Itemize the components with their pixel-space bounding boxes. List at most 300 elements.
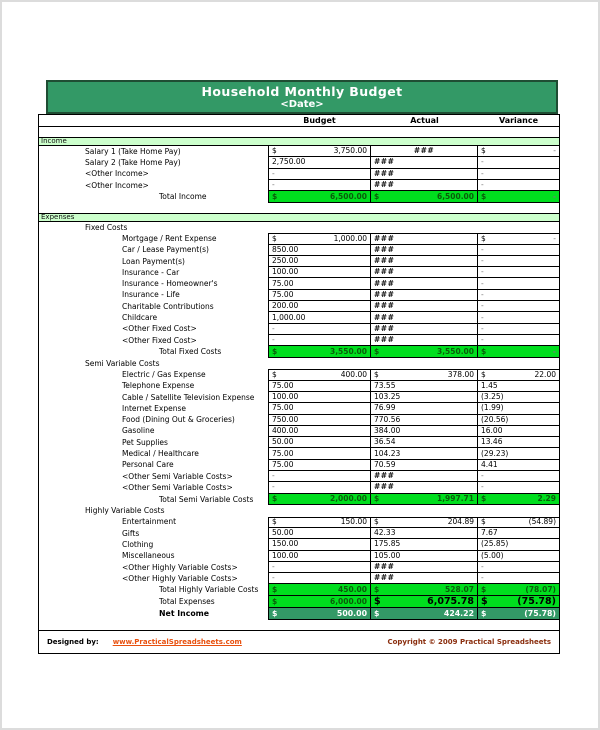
spacer-row (39, 127, 559, 137)
cell-value: 2.29 (537, 494, 556, 503)
title-block (46, 80, 558, 114)
table-row (39, 415, 559, 426)
cell-value: 105.00 (374, 550, 401, 560)
cell-value: 175.85 (374, 539, 401, 549)
budget-cell (268, 191, 371, 203)
actual-cell (371, 278, 478, 289)
row-label: Total Semi Variable Costs (159, 494, 254, 504)
cell-value: 22.00 (534, 369, 556, 379)
table-row (39, 267, 559, 278)
cell-value: - (272, 471, 275, 481)
cell-value: - (272, 168, 275, 178)
actual-cell (371, 392, 478, 403)
cell-value: (75.78) (517, 595, 556, 607)
actual-cell (371, 517, 478, 528)
cell-value: - (481, 289, 484, 299)
table-row (39, 233, 559, 244)
cell-value: 2,000.00 (329, 494, 367, 503)
dollar-sign: $ (374, 517, 379, 527)
cell-value: 1,000.00 (272, 312, 306, 322)
dollar-sign: $ (481, 233, 486, 243)
cell-value: 75.00 (272, 278, 294, 288)
group-label-row (39, 358, 559, 369)
table-row (39, 169, 559, 180)
dollar-sign: $ (272, 584, 278, 594)
cell-value: - (272, 180, 275, 190)
cell-value: 100.00 (272, 392, 299, 402)
table-row (39, 180, 559, 191)
budget-cell (268, 290, 371, 301)
actual-cell (371, 448, 478, 459)
table-row (39, 539, 559, 550)
cell-value: - (481, 562, 484, 572)
variance-cell (478, 551, 559, 562)
budget-cell (268, 324, 371, 335)
budget-table (38, 114, 560, 654)
cell-value: ### (374, 312, 395, 322)
cell-value: 3,750.00 (333, 146, 367, 156)
section-header-row (39, 137, 559, 146)
actual-cell (371, 426, 478, 437)
cell-value: (5.00) (481, 550, 504, 560)
budget-cell (268, 528, 371, 539)
variance-cell (478, 584, 559, 596)
budget-cell (268, 346, 371, 358)
cell-value: 73.55 (374, 380, 396, 390)
row-label: Loan Payment(s) (122, 256, 185, 266)
variance-cell (478, 562, 559, 573)
variance-cell (478, 482, 559, 493)
row-label: <Other Highly Variable Costs> (122, 562, 238, 572)
cell-value: - (552, 191, 556, 201)
column-header-actual: Actual (410, 116, 439, 125)
cell-value: (75.78) (524, 608, 556, 618)
budget-cell (268, 448, 371, 459)
actual-cell (371, 191, 478, 203)
budget-cell (268, 494, 371, 506)
actual-cell (371, 415, 478, 426)
actual-cell (371, 256, 478, 267)
total-row (39, 191, 559, 203)
variance-cell (478, 245, 559, 256)
cell-value: 1.45 (481, 380, 498, 390)
row-label: Telephone Expense (122, 381, 195, 391)
row-label: <Other Semi Variable Costs> (122, 471, 233, 481)
cell-value: ### (374, 573, 395, 583)
cell-value: 70.59 (374, 459, 396, 469)
footer-left (47, 638, 242, 646)
actual-cell (371, 290, 478, 301)
table-row (39, 460, 559, 471)
page-title: Household Monthly Budget (201, 83, 403, 99)
cell-value: 204.89 (447, 517, 474, 527)
cell-value: - (272, 482, 275, 492)
budget-cell (268, 596, 371, 608)
row-label: <Other Income> (85, 180, 149, 190)
row-label: Insurance - Car (122, 267, 180, 277)
variance-cell (478, 460, 559, 471)
cell-value: 76.99 (374, 403, 396, 413)
row-label: Salary 1 (Take Home Pay) (85, 146, 181, 156)
budget-cell (268, 562, 371, 573)
row-label: Entertainment (122, 517, 177, 527)
budget-cell (268, 437, 371, 448)
section-label: Expenses (41, 212, 75, 221)
row-label: Mortgage / Rent Expense (122, 233, 217, 243)
budget-cell (268, 301, 371, 312)
variance-cell (478, 256, 559, 267)
dollar-sign: $ (272, 369, 277, 379)
variance-cell (478, 369, 559, 380)
row-label: Highly Variable Costs (85, 507, 165, 516)
dollar-sign: $ (272, 191, 278, 201)
cell-value: 528.07 (445, 584, 474, 594)
cell-value: - (481, 573, 484, 583)
cell-value: 16.00 (481, 425, 503, 435)
table-row (39, 573, 559, 584)
row-label: <Other Highly Variable Costs> (122, 573, 238, 583)
cell-value: 150.00 (272, 539, 299, 549)
practicalspreadsheets-link[interactable]: www.PracticalSpreadsheets.com (112, 638, 242, 647)
actual-cell (371, 301, 478, 312)
column-header-variance: Variance (498, 116, 539, 125)
dollar-sign: $ (272, 596, 278, 606)
cell-value: (20.56) (481, 414, 509, 424)
budget-cell (268, 608, 371, 620)
cell-value: 103.25 (374, 392, 401, 402)
table-row (39, 528, 559, 539)
actual-cell (371, 312, 478, 323)
table-row (39, 551, 559, 562)
budget-cell (268, 157, 371, 168)
row-label: <Other Semi Variable Costs> (122, 482, 233, 492)
variance-cell (478, 596, 559, 608)
total-row (39, 494, 559, 506)
variance-cell (478, 471, 559, 482)
group-label-row (39, 505, 559, 516)
cell-value: 42.33 (374, 528, 396, 538)
table-row (39, 437, 559, 448)
cell-value: (25.85) (481, 539, 509, 549)
variance-cell (478, 426, 559, 437)
cell-value: ### (374, 157, 395, 167)
table-row (39, 157, 559, 168)
cell-value: 3,550.00 (329, 346, 367, 356)
budget-cell (268, 335, 371, 346)
cell-value: - (481, 312, 484, 322)
table-row (39, 482, 559, 493)
cell-value: - (272, 335, 275, 345)
cell-value: 750.00 (272, 414, 299, 424)
dollar-sign: $ (374, 584, 380, 594)
cell-value: 400.00 (272, 425, 299, 435)
table-row (39, 245, 559, 256)
budget-cell (268, 233, 371, 244)
dollar-sign: $ (481, 346, 487, 356)
table-row (39, 335, 559, 346)
cell-value: 3,550.00 (436, 346, 474, 356)
row-label: Semi Variable Costs (85, 359, 160, 368)
group-label-row (39, 222, 559, 233)
actual-cell (371, 528, 478, 539)
row-label: Internet Expense (122, 403, 186, 413)
cell-value: 200.00 (272, 301, 299, 311)
budget-cell (268, 169, 371, 180)
cell-value: 770.56 (374, 414, 401, 424)
actual-cell (371, 346, 478, 358)
cell-value: - (553, 146, 556, 156)
cell-value: - (481, 256, 484, 266)
row-label: Electric / Gas Expense (122, 369, 206, 379)
variance-cell (478, 233, 559, 244)
table-row (39, 256, 559, 267)
cell-value: (1.99) (481, 403, 504, 413)
actual-cell (371, 157, 478, 168)
cell-value: - (553, 233, 556, 243)
cell-value: - (272, 323, 275, 333)
dollar-sign: $ (481, 584, 487, 594)
budget-cell (268, 369, 371, 380)
budget-cell (268, 460, 371, 471)
cell-value: 75.00 (272, 459, 294, 469)
cell-value: 100.00 (272, 550, 299, 560)
table-row (39, 146, 559, 157)
net-income-row (39, 608, 559, 620)
table-row (39, 448, 559, 459)
cell-value: 75.00 (272, 289, 294, 299)
cell-value: ### (374, 233, 395, 243)
dollar-sign: $ (374, 191, 380, 201)
dollar-sign: $ (374, 369, 379, 379)
cell-value: ### (374, 335, 395, 345)
budget-cell (268, 312, 371, 323)
cell-value: 6,075.78 (427, 595, 474, 607)
dollar-sign: $ (374, 346, 380, 356)
dollar-sign: $ (481, 191, 487, 201)
variance-cell (478, 494, 559, 506)
variance-cell (478, 324, 559, 335)
budget-cell (268, 551, 371, 562)
budget-cell (268, 426, 371, 437)
table-row (39, 369, 559, 380)
cell-value: 50.00 (272, 437, 294, 447)
actual-cell (371, 584, 478, 596)
row-label: Net Income (159, 609, 210, 619)
table-row (39, 562, 559, 573)
cell-value: 75.00 (272, 403, 294, 413)
cell-value: ### (374, 301, 395, 311)
actual-cell (371, 369, 478, 380)
dollar-sign: $ (272, 517, 277, 527)
variance-cell (478, 573, 559, 584)
cell-value: ### (374, 244, 395, 254)
budget-cell (268, 381, 371, 392)
actual-cell (371, 146, 478, 157)
total-row (39, 596, 559, 608)
budget-cell (268, 573, 371, 584)
actual-cell (371, 169, 478, 180)
table-row (39, 324, 559, 335)
row-label: Insurance - Life (122, 290, 180, 300)
dollar-sign: $ (272, 494, 278, 503)
dollar-sign: $ (374, 608, 380, 618)
budget-cell (268, 471, 371, 482)
total-row (39, 584, 559, 596)
cell-value: 2,750.00 (272, 157, 306, 167)
row-label: Total Fixed Costs (159, 347, 222, 357)
variance-cell (478, 312, 559, 323)
cell-value: (3.25) (481, 392, 504, 402)
budget-cell (268, 180, 371, 191)
budget-cell (268, 415, 371, 426)
actual-cell (371, 437, 478, 448)
cell-value: (54.89) (528, 517, 556, 527)
cell-value: 50.00 (272, 528, 294, 538)
cell-value: ### (374, 267, 395, 277)
dollar-sign: $ (374, 494, 380, 503)
variance-cell (478, 415, 559, 426)
cell-value: (78.07) (525, 584, 556, 594)
cell-value: ### (374, 180, 395, 190)
cell-value: - (552, 346, 556, 356)
variance-cell (478, 437, 559, 448)
cell-value: - (272, 562, 275, 572)
row-label: <Other Fixed Cost> (122, 324, 197, 334)
row-label: Total Highly Variable Costs (159, 585, 259, 595)
cell-value: 500.00 (336, 608, 367, 618)
row-label: Childcare (122, 313, 158, 322)
variance-cell (478, 346, 559, 358)
variance-cell (478, 180, 559, 191)
cell-value: (29.23) (481, 448, 509, 458)
column-header-row (39, 114, 559, 127)
dollar-sign: $ (481, 608, 487, 618)
designed-by-label: Designed by: (47, 638, 99, 647)
dollar-sign: $ (481, 494, 487, 503)
table-row (39, 517, 559, 528)
cell-value: 378.00 (447, 369, 474, 379)
budget-cell (268, 267, 371, 278)
cell-value: - (481, 471, 484, 481)
cell-value: ### (413, 146, 435, 156)
cell-value: - (481, 157, 484, 167)
column-header-budget: Budget (303, 116, 336, 125)
cell-value: - (481, 244, 484, 254)
dollar-sign: $ (272, 146, 277, 156)
variance-cell (478, 403, 559, 414)
actual-cell (371, 403, 478, 414)
cell-value: 75.00 (272, 380, 294, 390)
cell-value: - (481, 323, 484, 333)
cell-value: ### (374, 471, 395, 481)
actual-cell (371, 573, 478, 584)
variance-cell (478, 528, 559, 539)
row-label: Cable / Satellite Television Expense (122, 392, 255, 402)
row-label: Gifts (122, 528, 140, 538)
cell-value: ### (374, 278, 395, 288)
cell-value: 13.46 (481, 437, 503, 447)
variance-cell (478, 191, 559, 203)
cell-value: 400.00 (340, 369, 367, 379)
cell-value: 450.00 (338, 584, 367, 594)
actual-cell (371, 324, 478, 335)
actual-cell (371, 551, 478, 562)
cell-value: - (481, 278, 484, 288)
cell-value: 6,000.00 (329, 596, 367, 606)
actual-cell (371, 471, 478, 482)
cell-value: ### (374, 323, 395, 333)
variance-cell (478, 517, 559, 528)
actual-cell (371, 180, 478, 191)
cell-value: - (481, 168, 484, 178)
column-header-spacer (39, 115, 268, 126)
dollar-sign: $ (272, 346, 278, 356)
actual-cell (371, 608, 478, 620)
cell-value: 250.00 (272, 256, 299, 266)
actual-cell (371, 233, 478, 244)
variance-cell (478, 392, 559, 403)
row-label: Salary 2 (Take Home Pay) (85, 157, 181, 167)
variance-cell (478, 608, 559, 620)
actual-cell (371, 596, 478, 608)
table-row (39, 426, 559, 437)
cell-value: 6,500.00 (329, 191, 367, 201)
spacer-row (39, 203, 559, 213)
budget-cell (268, 482, 371, 493)
actual-cell (371, 335, 478, 346)
row-label: Charitable Contributions (122, 301, 214, 311)
budget-cell (268, 584, 371, 596)
table-row (39, 403, 559, 414)
budget-cell (268, 403, 371, 414)
row-label: Miscellaneous (122, 551, 175, 561)
table-body (39, 127, 559, 630)
dollar-sign: $ (481, 517, 486, 527)
cell-value: ### (374, 289, 395, 299)
row-label: Car / Lease Payment(s) (122, 245, 209, 255)
row-label: Total Expenses (159, 597, 215, 607)
cell-value: 36.54 (374, 437, 396, 447)
variance-cell (478, 381, 559, 392)
variance-cell (478, 267, 559, 278)
budget-cell (268, 392, 371, 403)
budget-cell (268, 146, 371, 157)
actual-cell (371, 267, 478, 278)
budget-cell (268, 517, 371, 528)
budget-cell (268, 278, 371, 289)
cell-value: ### (374, 482, 395, 492)
footer-row (39, 630, 559, 654)
table-row (39, 381, 559, 392)
variance-cell (478, 539, 559, 550)
budget-cell (268, 245, 371, 256)
row-label: Gasoline (122, 426, 155, 436)
section-label: Income (41, 137, 67, 145)
cell-value: 7.67 (481, 528, 498, 538)
dollar-sign: $ (272, 608, 278, 618)
cell-value: - (481, 335, 484, 345)
variance-cell (478, 290, 559, 301)
table-row (39, 392, 559, 403)
row-label: Food (Dining Out & Groceries) (122, 415, 235, 425)
cell-value: - (481, 301, 484, 311)
cell-value: 100.00 (272, 267, 299, 277)
cell-value: ### (374, 562, 395, 572)
row-label: Insurance - Homeowner's (122, 279, 218, 289)
dollar-sign: $ (481, 595, 488, 607)
row-label: Personal Care (122, 460, 174, 470)
cell-value: - (481, 267, 484, 277)
